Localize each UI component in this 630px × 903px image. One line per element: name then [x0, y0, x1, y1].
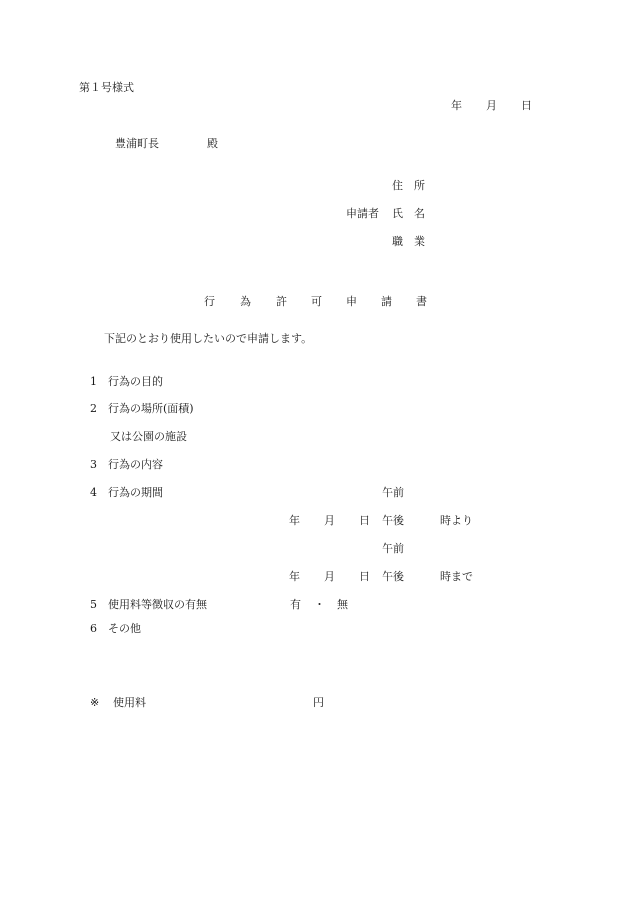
- period-from-month: 月: [324, 514, 335, 527]
- item-number: 6: [90, 622, 97, 635]
- item-content-label: 行為の内容: [108, 458, 163, 471]
- fee-no-option: 無: [337, 598, 348, 611]
- title-char: 為: [240, 295, 251, 308]
- item-fee-label: 使用料等徴収の有無: [108, 598, 207, 611]
- note-fee-label: 使用料: [113, 696, 146, 709]
- item-number: 3: [90, 458, 97, 471]
- addressee-name: 豊浦町長: [115, 137, 159, 150]
- form-number: 第１号様式: [79, 81, 134, 94]
- item-number: 2: [90, 402, 97, 415]
- date-day: 日: [521, 99, 532, 112]
- note-mark: ※: [90, 696, 100, 709]
- item-place-sub-label: 又は公園の施設: [110, 430, 187, 443]
- period-to-month: 月: [324, 570, 335, 583]
- period-from-pm: 午後: [382, 514, 404, 527]
- period-to-am: 午前: [382, 542, 404, 555]
- item-number: 5: [90, 598, 97, 611]
- item-other-label: その他: [108, 622, 141, 635]
- period-from-suffix: 時より: [440, 514, 473, 527]
- note-fee-unit: 円: [313, 696, 324, 709]
- applicant-name: 氏 名: [392, 207, 425, 220]
- title-char: 可: [311, 295, 322, 308]
- item-place-label: 行為の場所(面積): [108, 402, 194, 415]
- item-period-label: 行為の期間: [108, 486, 163, 499]
- period-from-am: 午前: [382, 486, 404, 499]
- period-to-year: 年: [289, 570, 300, 583]
- applicant-address: 住 所: [392, 179, 425, 192]
- title-char: 申: [346, 295, 357, 308]
- date-year: 年: [451, 99, 462, 112]
- period-to-day: 日: [359, 570, 370, 583]
- period-to-pm: 午後: [382, 570, 404, 583]
- title-char: 許: [276, 295, 287, 308]
- fee-yes-option: 有: [290, 598, 301, 611]
- period-to-suffix: 時まで: [440, 570, 473, 583]
- addressee-honorific: 殿: [207, 137, 218, 150]
- applicant-label: 申請者: [346, 207, 379, 220]
- title-char: 行: [204, 295, 215, 308]
- fee-separator: ・: [314, 598, 325, 611]
- item-purpose-label: 行為の目的: [108, 375, 163, 388]
- title-char: 書: [416, 295, 427, 308]
- intro-text: 下記のとおり使用したいので申請します。: [104, 332, 313, 345]
- title-char: 請: [381, 295, 392, 308]
- period-from-day: 日: [359, 514, 370, 527]
- item-number: 4: [90, 486, 97, 499]
- date-month: 月: [486, 99, 497, 112]
- applicant-occupation: 職 業: [392, 235, 425, 248]
- item-number: 1: [90, 375, 97, 388]
- period-from-year: 年: [289, 514, 300, 527]
